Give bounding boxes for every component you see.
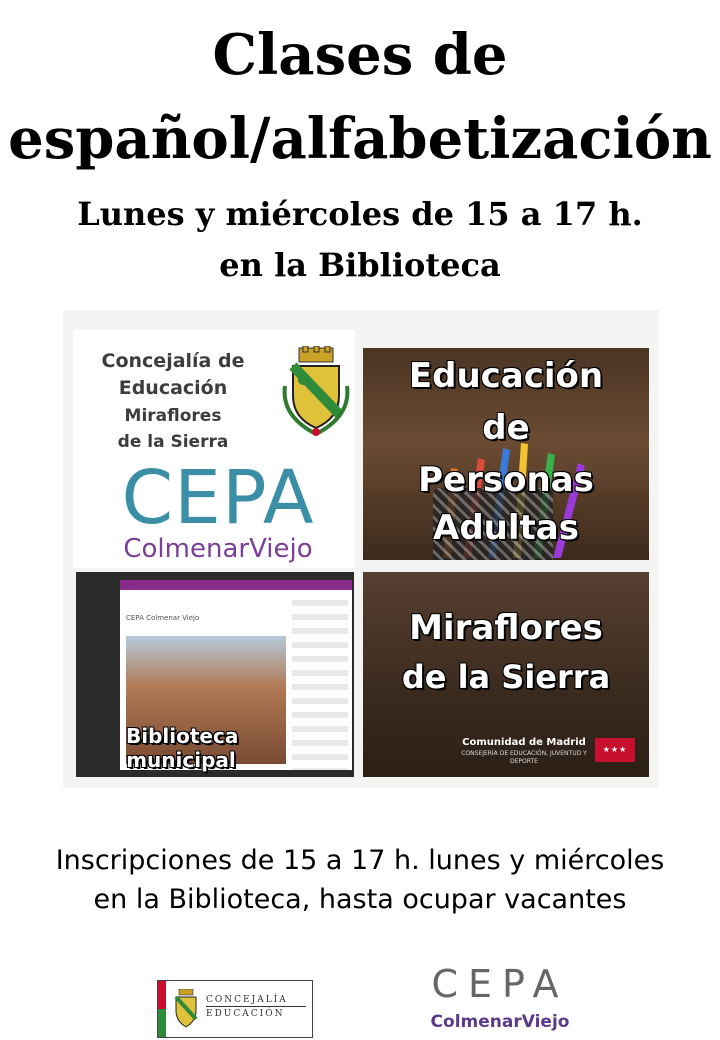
title-line-1: Clases de <box>212 22 508 88</box>
schedule-line: Lunes y miércoles de 15 a 17 h. <box>77 195 643 233</box>
logo-panel <box>73 330 355 568</box>
comunidad-madrid-sublabel: CONSEJERÍA DE EDUCACIÓN, JUVENTUD Y DEPORTE <box>461 750 587 765</box>
comunidad-madrid-label: Comunidad de Madrid <box>462 737 586 748</box>
tablet-header-text: CEPA Colmenar Viejo <box>126 614 200 622</box>
concejalia-text: Educación <box>118 377 228 399</box>
concejalia-text: de la Sierra <box>117 432 229 452</box>
tablet-panel <box>76 572 354 777</box>
location-line: en la Biblioteca <box>219 246 501 284</box>
concejalia-text: Concejalía de <box>101 350 245 372</box>
miraflores-text: de la Sierra <box>401 658 611 696</box>
coat-of-arms-icon <box>172 989 200 1029</box>
concejalia-footer-text: CONCEJALÍA <box>206 995 288 1005</box>
concejalia-footer-logo <box>157 980 313 1038</box>
miraflores-text: Miraflores <box>409 608 603 648</box>
education-panel <box>363 348 649 560</box>
tablet-sidebar <box>292 600 348 770</box>
flag-stripe <box>158 981 166 1037</box>
promo-collage <box>63 310 659 788</box>
cepa-footer-logo: CEPA <box>431 962 569 1006</box>
biblioteca-text: Biblioteca <box>126 724 239 748</box>
education-text: Personas <box>418 460 594 500</box>
concejalia-footer-text: EDUCACIÓN <box>206 1009 285 1019</box>
tablet-nav-bar <box>120 580 352 590</box>
education-text: de <box>482 408 530 448</box>
concejalia-text: Miraflores <box>124 406 222 426</box>
miraflores-panel <box>363 572 649 777</box>
coat-of-arms-icon <box>281 346 351 436</box>
tablet-screen <box>120 580 352 770</box>
cepa-logo-subtitle: ColmenarViejo <box>123 534 313 564</box>
library-photo <box>126 636 286 772</box>
education-text: Adultas <box>433 508 579 548</box>
divider <box>206 1006 306 1007</box>
education-text: Educación <box>408 356 604 396</box>
biblioteca-text: municipal <box>126 748 236 772</box>
madrid-flag-icon: ★★★ <box>595 738 635 762</box>
registration-line-1: Inscripciones de 15 a 17 h. lunes y miércoles <box>55 845 665 876</box>
cepa-logo-text: CEPA <box>121 455 315 541</box>
cepa-footer-subtitle: ColmenarViejo <box>430 1012 570 1032</box>
registration-line-2: en la Biblioteca, hasta ocupar vacantes <box>93 884 627 915</box>
title-line-2: español/alfabetización <box>8 106 712 172</box>
